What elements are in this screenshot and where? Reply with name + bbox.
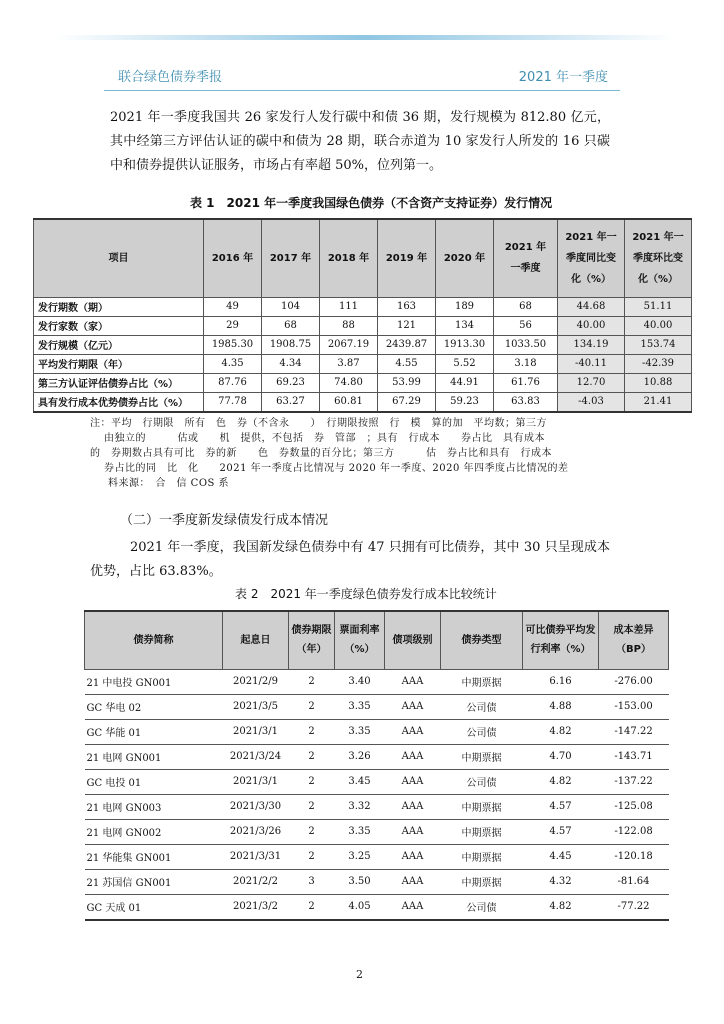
table-cell: 4.57	[523, 819, 599, 844]
table-cell: 10.88	[625, 373, 692, 392]
cost-paragraph: 2021 年一季度，我国新发绿色债券中有 47 只拥有可比债券，其中 30 只呈现成本优势，占比 63.83%。	[90, 540, 610, 579]
t1-header-2020: 2020 年	[436, 219, 494, 297]
note-line: 由独立的 估或 机 提供，不包括 券 管部 ；具有 行成本 券占比 具有成本	[104, 433, 545, 444]
table-cell: -276.00	[599, 669, 669, 694]
bond-name-cell: 21 中电投 GN001	[85, 669, 223, 694]
table-cell: AAA	[385, 694, 441, 719]
table-cell: 2021/3/26	[223, 819, 289, 844]
table-cell: 88	[320, 316, 378, 335]
table-cell: 2021/3/5	[223, 694, 289, 719]
table-row	[85, 719, 669, 744]
table-cell: 4.82	[523, 769, 599, 794]
table-cell: 77.78	[204, 392, 262, 412]
table-cell: 2067.19	[320, 335, 378, 354]
table-cell: 1985.30	[204, 335, 262, 354]
table-cell: 40.00	[558, 316, 625, 335]
table-cell: 中期票据	[441, 669, 523, 694]
note-line: 注：平均 行期限 所有 色 券（不含永 ） 行期限按照 行 模 算的加 平均数；第三方	[90, 418, 547, 429]
row-label: 发行家数（家）	[34, 316, 204, 335]
table-cell: 中期票据	[441, 844, 523, 869]
table-cell: 134	[436, 316, 494, 335]
bond-name-cell: 21 华能集 GN001	[85, 844, 223, 869]
bond-name-cell: GC 电投 01	[85, 769, 223, 794]
t1-header-2016: 2016 年	[204, 219, 262, 297]
table-cell: 121	[378, 316, 436, 335]
table-cell: 44.68	[558, 297, 625, 316]
table-cell: 2	[289, 669, 335, 694]
t1-header-qoq: 2021 年一季度环比变化（%）	[625, 219, 692, 297]
table-cell: AAA	[385, 819, 441, 844]
table-cell: -81.64	[599, 869, 669, 894]
table-cell: 60.81	[320, 392, 378, 412]
table-cell: 56	[494, 316, 558, 335]
table-cell: 153.74	[625, 335, 692, 354]
t2-header-comparable-rate: 可比债券平均发行利率（%）	[523, 611, 599, 669]
table-cell: 4.82	[523, 719, 599, 744]
table-cell: 4.55	[378, 354, 436, 373]
row-label: 发行期数（期）	[34, 297, 204, 316]
table-cell: 3.45	[335, 769, 385, 794]
header-period: 2021 年一季度	[518, 70, 608, 85]
table-cell: 63.83	[494, 392, 558, 412]
table-cell: 29	[204, 316, 262, 335]
section-title: （二）一季度新发绿债发行成本情况	[120, 513, 329, 528]
table-cell: 2	[289, 769, 335, 794]
table-cell: 2	[289, 844, 335, 869]
header-report-title: 联合绿色债券季报	[118, 70, 223, 85]
green-bond-issuance-table	[33, 218, 692, 413]
row-label: 具有发行成本优势债券占比（%）	[34, 392, 204, 412]
row-label: 发行规模（亿元）	[34, 335, 204, 354]
table-cell: 4.45	[523, 844, 599, 869]
table-cell: 2	[289, 719, 335, 744]
page-number: 2	[356, 968, 363, 981]
table-cell: 44.91	[436, 373, 494, 392]
table-cell: -153.00	[599, 694, 669, 719]
table-cell: 6.16	[523, 669, 599, 694]
table-cell: -120.18	[599, 844, 669, 869]
table-row	[85, 669, 669, 694]
table-cell: 2021/3/1	[223, 719, 289, 744]
table-cell: 2021/3/31	[223, 844, 289, 869]
t1-header-2018: 2018 年	[320, 219, 378, 297]
table-cell: 61.76	[494, 373, 558, 392]
table-row	[85, 819, 669, 844]
table-row	[85, 694, 669, 719]
issuance-cost-table	[84, 610, 669, 921]
t2-header-rating: 债项级别	[385, 611, 441, 669]
table1-note	[90, 416, 630, 491]
t1-header-item: 项目	[34, 219, 204, 297]
table-cell: 3.40	[335, 669, 385, 694]
table-cell: 2	[289, 819, 335, 844]
table-cell: 4.34	[262, 354, 320, 373]
table-row	[34, 335, 692, 354]
table-cell: 2	[289, 794, 335, 819]
table-row	[85, 894, 669, 920]
table-cell: 111	[320, 297, 378, 316]
table-cell: 中期票据	[441, 744, 523, 769]
t1-header-2017: 2017 年	[262, 219, 320, 297]
bond-name-cell: GC 华能 01	[85, 719, 223, 744]
table-cell: 3	[289, 869, 335, 894]
table-cell: AAA	[385, 844, 441, 869]
table-cell: 53.99	[378, 373, 436, 392]
table-cell: 1908.75	[262, 335, 320, 354]
table-cell: -147.22	[599, 719, 669, 744]
bond-name-cell: 21 电网 GN001	[85, 744, 223, 769]
table-cell: 3.35	[335, 694, 385, 719]
table-cell: 中期票据	[441, 869, 523, 894]
table-row	[85, 744, 669, 769]
table-cell: 87.76	[204, 373, 262, 392]
bond-name-cell: GC 天成 01	[85, 894, 223, 920]
table-cell: 3.26	[335, 744, 385, 769]
table-cell: 2439.87	[378, 335, 436, 354]
row-label: 平均发行期限（年）	[34, 354, 204, 373]
table-cell: 3.35	[335, 819, 385, 844]
intro-paragraph: 2021 年一季度我国共 26 家发行人发行碳中和债 36 期，发行规模为 812.80 亿元，其中经第三方评估认证的碳中和债为 28 期，联合赤道为 10 家发行人所发的 16 只碳中和债券提供认证服务，市场占有率超 50%，位列第一。	[110, 110, 610, 173]
t2-header-type: 债券类型	[441, 611, 523, 669]
t2-header-term: 债券期限（年）	[289, 611, 335, 669]
t1-header-2021q1: 2021 年一季度	[494, 219, 558, 297]
table-cell: 3.87	[320, 354, 378, 373]
table-cell: 4.70	[523, 744, 599, 769]
table-cell: AAA	[385, 869, 441, 894]
table-cell: 4.32	[523, 869, 599, 894]
table-cell: 51.11	[625, 297, 692, 316]
table-cell: 2	[289, 694, 335, 719]
table-cell: 74.80	[320, 373, 378, 392]
t1-header-2019: 2019 年	[378, 219, 436, 297]
table-cell: -42.39	[625, 354, 692, 373]
table-cell: 4.88	[523, 694, 599, 719]
table-cell: 69.23	[262, 373, 320, 392]
table-row	[85, 869, 669, 894]
table-cell: 公司债	[441, 719, 523, 744]
table-row	[85, 769, 669, 794]
table-cell: 2	[289, 894, 335, 920]
table-cell: 公司债	[441, 769, 523, 794]
table-cell: 公司债	[441, 894, 523, 920]
table-cell: -125.08	[599, 794, 669, 819]
table2-caption: 表 2 2021 年一季度绿色债券发行成本比较统计	[235, 587, 497, 601]
table1-caption: 表 1 2021 年一季度我国绿色债券（不含资产支持证券）发行情况	[190, 196, 553, 210]
table-cell: 67.29	[378, 392, 436, 412]
note-line: 券占比的同 比 化 2021 年一季度占比情况与 2020 年一季度、2020 年四季度占比情况的差	[104, 463, 569, 474]
page-header	[118, 66, 608, 88]
header-divider	[104, 90, 620, 91]
table-cell: 2	[289, 744, 335, 769]
table-cell: 4.82	[523, 894, 599, 920]
table-cell: AAA	[385, 769, 441, 794]
table-cell: 59.23	[436, 392, 494, 412]
table-cell: 134.19	[558, 335, 625, 354]
table-cell: 3.18	[494, 354, 558, 373]
table-cell: 5.52	[436, 354, 494, 373]
table-cell: AAA	[385, 719, 441, 744]
table-cell: AAA	[385, 794, 441, 819]
table-row	[85, 844, 669, 869]
table-cell: 163	[378, 297, 436, 316]
bond-name-cell: GC 华电 02	[85, 694, 223, 719]
t1-header-yoy: 2021 年一季度同比变化（%）	[558, 219, 625, 297]
table-cell: 12.70	[558, 373, 625, 392]
table-cell: -143.71	[599, 744, 669, 769]
bond-name-cell: 21 电网 GN003	[85, 794, 223, 819]
decorative-top-bar	[55, 35, 675, 40]
table-cell: 3.32	[335, 794, 385, 819]
table-cell: 公司债	[441, 694, 523, 719]
table-cell: 3.25	[335, 844, 385, 869]
table-cell: 68	[494, 297, 558, 316]
table-row	[34, 316, 692, 335]
table-cell: 中期票据	[441, 819, 523, 844]
t2-header-cost-diff: 成本差异（BP）	[599, 611, 669, 669]
table-cell: AAA	[385, 894, 441, 920]
table-cell: -122.08	[599, 819, 669, 844]
table-cell: AAA	[385, 744, 441, 769]
table-cell: 63.27	[262, 392, 320, 412]
table-row	[85, 794, 669, 819]
bond-name-cell: 21 苏国信 GN001	[85, 869, 223, 894]
table-cell: 189	[436, 297, 494, 316]
table-cell: 中期票据	[441, 794, 523, 819]
note-line: 的 券期数占具有可比 券的新 色 券数量的百分比；第三方 估 券占比和具有 行成本	[90, 448, 552, 459]
table-cell: 40.00	[625, 316, 692, 335]
table-row	[34, 373, 692, 392]
table-cell: 68	[262, 316, 320, 335]
table-cell: 1033.50	[494, 335, 558, 354]
table-cell: -77.22	[599, 894, 669, 920]
table-cell: 2021/3/30	[223, 794, 289, 819]
note-source: 料来源： 合 信 COS 系	[108, 478, 230, 489]
table-cell: 3.50	[335, 869, 385, 894]
table-cell: 49	[204, 297, 262, 316]
table-cell: 2021/2/9	[223, 669, 289, 694]
table-cell: 4.35	[204, 354, 262, 373]
table-cell: 2021/3/1	[223, 769, 289, 794]
table-cell: 2021/3/24	[223, 744, 289, 769]
t2-header-coupon: 票面利率（%）	[335, 611, 385, 669]
table-cell: 104	[262, 297, 320, 316]
table-cell: 1913.30	[436, 335, 494, 354]
table-cell: -4.03	[558, 392, 625, 412]
bond-name-cell: 21 电网 GN002	[85, 819, 223, 844]
table-row	[34, 297, 692, 316]
table-cell: -40.11	[558, 354, 625, 373]
table-cell: 2021/2/2	[223, 869, 289, 894]
table-cell: 3.35	[335, 719, 385, 744]
row-label: 第三方认证评估债券占比（%）	[34, 373, 204, 392]
table-cell: 2021/3/2	[223, 894, 289, 920]
t2-header-date: 起息日	[223, 611, 289, 669]
table-cell: 21.41	[625, 392, 692, 412]
table-cell: -137.22	[599, 769, 669, 794]
table-row	[34, 392, 692, 412]
table-cell: 4.57	[523, 794, 599, 819]
t2-header-name: 债券简称	[85, 611, 223, 669]
table-cell: AAA	[385, 669, 441, 694]
table-cell: 4.05	[335, 894, 385, 920]
table-row	[34, 354, 692, 373]
